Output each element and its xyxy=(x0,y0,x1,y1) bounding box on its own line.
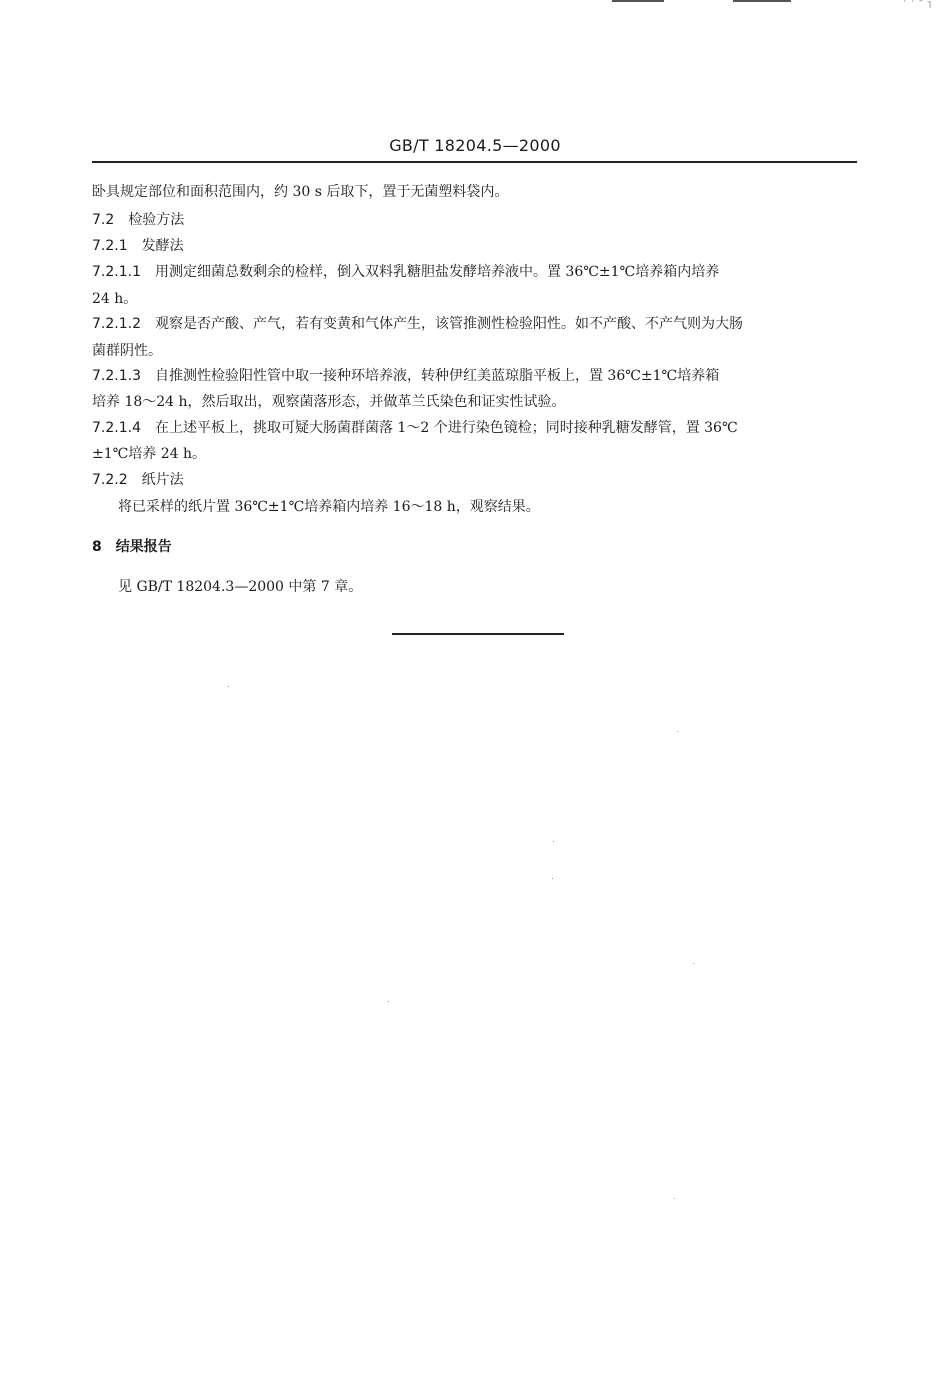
section-number: 8 xyxy=(92,539,102,555)
section-title: 发酵法 xyxy=(141,238,184,254)
section-title: 检验方法 xyxy=(128,212,185,228)
clause-number: 7.2.1.1 xyxy=(92,264,141,280)
section-title: 纸片法 xyxy=(141,472,184,488)
clause-text: 在上述平板上，挑取可疑大肠菌群菌落 1～2 个进行染色镜检；同时接种乳糖发酵管，置 36℃ xyxy=(154,420,738,436)
clause-7-2-1-3 xyxy=(92,367,719,385)
clause-continuation: 培养 18～24 h，然后取出，观察菌落形态，并做革兰氏染色和证实性试验。 xyxy=(92,394,566,410)
scan-speck xyxy=(552,878,553,879)
clause-number: 7.2.1.2 xyxy=(92,316,141,332)
section-heading-7-2-1 xyxy=(92,237,184,255)
clause-text: 自推测性检验阳性管中取一接种环培养液，转种伊红美蓝琼脂平板上，置 36℃±1℃培养箱 xyxy=(154,368,720,384)
clause-7-2-1-2 xyxy=(92,315,743,333)
clause-continuation: 24 h。 xyxy=(92,291,138,307)
scan-speck xyxy=(674,1198,675,1199)
section-title: 结果报告 xyxy=(115,539,172,555)
paragraph-line: 见 GB/T 18204.3—2000 中第 7 章。 xyxy=(118,579,363,595)
paragraph-line: 卧具规定部位和面积范围内，约 30 s 后取下，置于无菌塑料袋内。 xyxy=(92,184,509,200)
scan-speck xyxy=(677,731,678,732)
clause-number: 7.2.1.3 xyxy=(92,368,141,384)
section-heading-7-2 xyxy=(92,211,184,229)
clause-text: 用测定细菌总数剩余的检样，倒入双料乳糖胆盐发酵培养液中。置 36℃±1℃培养箱内培养 xyxy=(154,264,720,280)
section-heading-7-2-2 xyxy=(92,471,184,489)
section-heading-8 xyxy=(92,538,172,556)
clause-number: 7.2.1.4 xyxy=(92,420,141,436)
section-number: 7.2.1 xyxy=(92,238,128,254)
section-number: 7.2 xyxy=(92,212,115,228)
end-of-text-rule xyxy=(392,633,564,635)
scan-speck xyxy=(693,963,694,964)
scan-artifact-line xyxy=(733,0,791,2)
scan-speck xyxy=(228,686,229,687)
paragraph-line: 将已采样的纸片置 36℃±1℃培养箱内培养 16～18 h，观察结果。 xyxy=(118,499,540,515)
scan-speck xyxy=(553,841,554,842)
clause-text: 观察是否产酸、产气，若有变黄和气体产生，该管推测性检验阳性。如不产酸、不产气则为大肠 xyxy=(154,316,743,332)
scan-speck xyxy=(388,1001,389,1002)
scan-artifact-line xyxy=(612,0,664,2)
section-number: 7.2.2 xyxy=(92,472,128,488)
clause-continuation: ±1℃培养 24 h。 xyxy=(92,446,207,462)
clause-7-2-1-1 xyxy=(92,263,719,281)
clause-continuation: 菌群阴性。 xyxy=(92,343,162,359)
header-rule xyxy=(92,161,857,163)
page-header-standard-code: GB/T 18204.5—2000 xyxy=(389,136,561,155)
scan-corner-mark: ˙ ˙ ¯ ˥ xyxy=(902,0,932,11)
clause-7-2-1-4 xyxy=(92,419,738,437)
